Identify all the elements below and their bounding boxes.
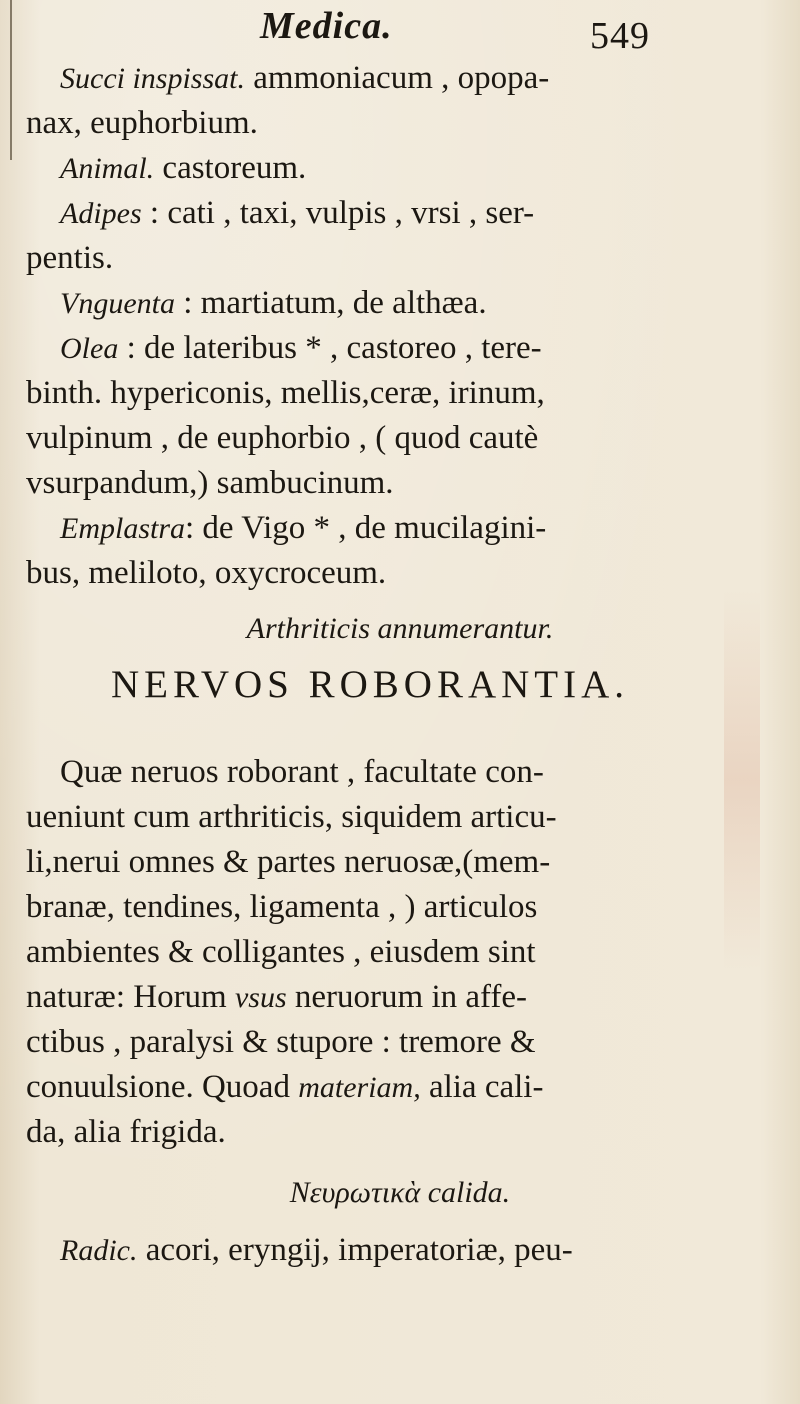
line-text: vsurpandum,) sambucinum. bbox=[26, 465, 394, 501]
italic-word: vsus bbox=[234, 981, 287, 1014]
text-line bbox=[26, 551, 710, 596]
arthriticis-note: Arthriticis annumerantur. bbox=[246, 612, 554, 645]
line-label: Vnguenta bbox=[60, 287, 175, 320]
line-text: : cati , taxi, vulpis , vrsi , ser- bbox=[141, 195, 535, 231]
text-line bbox=[26, 416, 710, 461]
materia-list bbox=[26, 56, 710, 596]
text-line bbox=[26, 326, 710, 371]
section-title: NERVOS ROBORANTIA. bbox=[110, 663, 630, 706]
line-label: Radic. bbox=[60, 1234, 138, 1267]
body-paragraph bbox=[26, 750, 710, 1155]
line-text: : de Vigo * , de mucilagini- bbox=[185, 510, 547, 546]
line-text: : martiatum, de althæa. bbox=[174, 285, 487, 321]
text-line bbox=[26, 930, 710, 975]
text-line bbox=[26, 56, 710, 101]
text-line bbox=[26, 101, 710, 146]
line-text: nax, euphorbium. bbox=[26, 105, 258, 141]
line-text: pentis. bbox=[26, 240, 114, 276]
line-text: neruorum in affe- bbox=[286, 979, 528, 1015]
line-text: alia cali- bbox=[420, 1069, 544, 1105]
text-line bbox=[26, 840, 710, 885]
line-text: naturæ: Horum bbox=[26, 979, 235, 1015]
text-line bbox=[26, 146, 710, 191]
line-label: Animal. bbox=[60, 152, 155, 185]
line-text: ueniunt cum arthriticis, siquidem articu- bbox=[26, 799, 557, 835]
line-text: acori, eryngij, imperatoriæ, peu- bbox=[137, 1232, 573, 1268]
text-line bbox=[26, 1228, 710, 1273]
line-text: binth. hypericonis, mellis,ceræ, irinum, bbox=[26, 375, 545, 411]
text-line bbox=[26, 281, 710, 326]
text-line bbox=[26, 236, 710, 281]
line-text: castoreum. bbox=[154, 150, 307, 186]
line-label: Emplastra bbox=[60, 512, 186, 545]
text-line bbox=[26, 975, 710, 1020]
running-head: Medica. bbox=[260, 5, 393, 47]
italic-word: materiam, bbox=[298, 1071, 421, 1104]
line-text: branæ, tendines, ligamenta , ) articulos bbox=[26, 889, 538, 925]
last-line-block bbox=[26, 1228, 710, 1273]
text-line bbox=[26, 885, 710, 930]
line-text: da, alia frigida. bbox=[26, 1114, 226, 1150]
line-text: ambientes & colligantes , eiusdem sint bbox=[26, 934, 536, 970]
text-line bbox=[26, 1110, 710, 1155]
text-line bbox=[26, 191, 710, 236]
line-label: Succi inspissat. bbox=[60, 62, 245, 95]
line-text: li,nerui omnes & partes neruosæ,(mem- bbox=[26, 844, 551, 880]
line-text: bus, meliloto, oxycroceum. bbox=[26, 555, 387, 591]
paper-stain bbox=[724, 590, 760, 970]
line-text: : de lateribus * , castoreo , tere- bbox=[118, 330, 542, 366]
line-label: Adipes bbox=[60, 197, 142, 230]
text-line bbox=[26, 1065, 710, 1110]
line-text: ammoniacum , opopa- bbox=[245, 60, 550, 96]
text-line bbox=[26, 371, 710, 416]
line-label: Olea bbox=[60, 332, 119, 365]
line-text: conuulsione. Quoad bbox=[26, 1069, 299, 1105]
text-line bbox=[26, 1020, 710, 1065]
text-line bbox=[26, 506, 710, 551]
page-number: 549 bbox=[590, 15, 650, 57]
line-text: Quæ neruos roborant , facultate con- bbox=[60, 754, 544, 790]
gutter-line bbox=[10, 0, 12, 160]
text-line bbox=[26, 750, 710, 795]
line-text: ctibus , paralysi & stupore : tremore & bbox=[26, 1024, 536, 1060]
line-text: vulpinum , de euphorbio , ( quod cautè bbox=[26, 420, 539, 456]
sub-heading: Νευρωτικὰ calida. bbox=[289, 1176, 511, 1209]
text-line bbox=[26, 461, 710, 506]
text-line bbox=[26, 795, 710, 840]
